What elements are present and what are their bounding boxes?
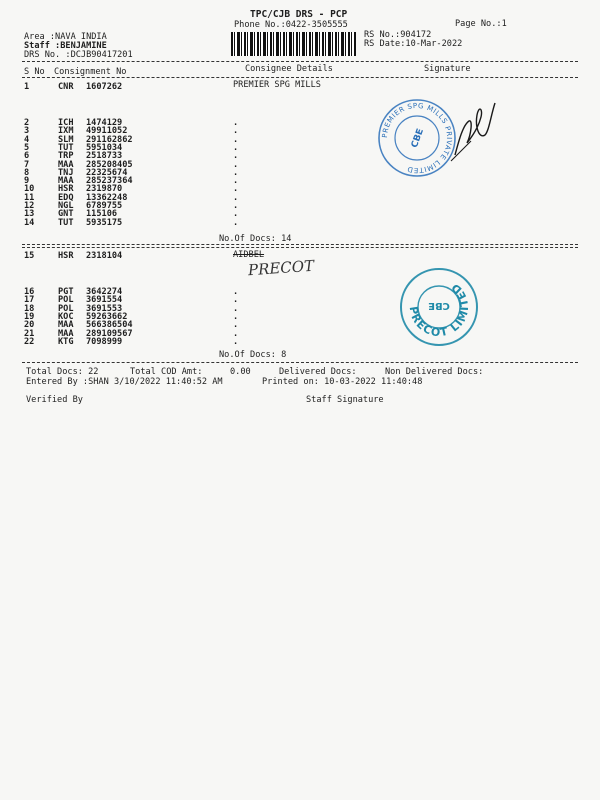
column-sno: S No	[24, 67, 45, 77]
row-sno: 14	[24, 217, 35, 228]
row-dot: .	[233, 320, 239, 331]
row-code: GNT	[58, 209, 74, 220]
row-sno: 9	[24, 176, 30, 187]
row-code: NGL	[58, 201, 74, 211]
phone-number: Phone No.:0422-3505555	[234, 20, 348, 30]
row-number: 13362248	[86, 192, 128, 203]
row-code: POL	[58, 295, 74, 306]
row-sno: 21	[24, 328, 35, 339]
column-consignee: Consignee Details	[245, 64, 333, 74]
barcode	[231, 32, 356, 56]
rs-number: RS No.:904172	[364, 30, 432, 40]
row-number: 49911052	[86, 126, 128, 137]
row-code: MAA	[58, 176, 74, 187]
row-code: POL	[58, 303, 74, 314]
row-dot: .	[233, 118, 239, 128]
divider	[22, 244, 578, 245]
row-sno: 13	[24, 209, 35, 220]
row-code: IXM	[58, 126, 74, 137]
column-consignment: Consignment No	[54, 67, 127, 77]
row-number: 566386504	[86, 320, 133, 331]
row-code: TNJ	[58, 167, 74, 178]
row-number: 2318104	[86, 251, 123, 261]
row-code: MAA	[58, 159, 74, 170]
row-number: 291162862	[86, 134, 133, 145]
staff-label: Staff :BENJAMINE	[24, 41, 107, 51]
row-number: 2319870	[86, 184, 123, 195]
drs-number: DRS No. :DCJB90417201	[24, 50, 133, 60]
non-delivered-docs: Non Delivered Docs:	[385, 367, 484, 377]
row-number: 289109567	[86, 328, 133, 339]
row-sno: 16	[24, 287, 35, 297]
row-number: 1607262	[86, 82, 123, 92]
rs-date: RS Date:10-Mar-2022	[364, 39, 463, 49]
row-code: CNR	[58, 82, 74, 92]
row-dot: .	[233, 151, 239, 162]
stamp-center-text: CBE	[409, 127, 426, 150]
stamp-ring-text: PREMIER SPG MILLS PRIVATE LIMITED	[380, 101, 454, 175]
no-of-docs: No.Of Docs: 8	[219, 350, 287, 360]
stamp-ring-text: PRECOT LIMITED	[406, 279, 472, 340]
row-dot: .	[233, 126, 239, 137]
row-sno: 11	[24, 192, 35, 203]
row-dot: .	[233, 201, 239, 211]
handwritten-consignee: PRECOT	[247, 256, 315, 280]
total-docs: Total Docs: 22	[26, 367, 99, 377]
row-code: TUT	[58, 142, 74, 153]
row-number: 2518733	[86, 151, 123, 162]
row-sno: 8	[24, 167, 30, 178]
row-dot: .	[233, 336, 239, 347]
divider	[22, 362, 578, 363]
row-code: KOC	[58, 311, 74, 322]
delivered-docs: Delivered Docs:	[279, 367, 357, 377]
row-number: 6789755	[86, 201, 123, 211]
consignee-name: AIDBEL	[233, 250, 265, 260]
printed-on: Printed on: 10-03-2022 11:40:48	[262, 377, 423, 387]
row-number: 22325674	[86, 167, 128, 178]
row-number: 3691554	[86, 295, 123, 306]
row-code: KTG	[58, 336, 74, 347]
row-number: 7098999	[86, 336, 123, 347]
row-sno: 17	[24, 295, 35, 306]
column-signature: Signature	[424, 64, 471, 74]
verified-by: Verified By	[26, 395, 83, 405]
row-number: 285237364	[86, 176, 133, 187]
row-sno: 2	[24, 118, 30, 128]
row-dot: .	[233, 159, 239, 170]
row-dot: .	[233, 167, 239, 178]
row-sno: 6	[24, 151, 30, 162]
row-code: TUT	[58, 217, 74, 228]
row-code: TRP	[58, 151, 74, 162]
row-code: SLM	[58, 134, 74, 145]
row-sno: 5	[24, 142, 30, 153]
divider	[22, 61, 578, 62]
row-number: 115106	[86, 209, 118, 220]
row-number: 1474129	[86, 118, 123, 128]
stamp-center-text: CBE	[428, 300, 450, 311]
page-number: Page No.:1	[455, 19, 507, 29]
staff-signature: Staff Signature	[306, 395, 384, 405]
signature-mark	[445, 95, 505, 170]
row-dot: .	[233, 176, 239, 187]
total-cod-value: 0.00	[230, 367, 251, 377]
row-dot: .	[233, 184, 239, 195]
row-dot: .	[233, 209, 239, 220]
row-dot: .	[233, 303, 239, 314]
row-dot: .	[233, 311, 239, 322]
row-sno: 1	[24, 82, 30, 92]
divider	[22, 247, 578, 248]
row-sno: 7	[24, 159, 30, 170]
row-sno: 3	[24, 126, 30, 137]
row-sno: 4	[24, 134, 30, 145]
precot-stamp	[398, 266, 480, 348]
row-code: ICH	[58, 118, 74, 128]
row-number: 3691553	[86, 303, 123, 314]
divider	[22, 77, 578, 78]
row-sno: 18	[24, 303, 35, 314]
total-cod-label: Total COD Amt:	[130, 367, 203, 377]
no-of-docs: No.Of Docs: 14	[219, 234, 292, 244]
row-number: 59263662	[86, 311, 128, 322]
row-code: HSR	[58, 251, 74, 261]
row-code: PGT	[58, 287, 74, 297]
row-dot: .	[233, 217, 239, 228]
row-sno: 19	[24, 311, 35, 322]
row-code: MAA	[58, 328, 74, 339]
row-sno: 12	[24, 201, 35, 211]
row-number: 3642274	[86, 287, 123, 297]
row-sno: 22	[24, 336, 35, 347]
row-sno: 10	[24, 184, 35, 195]
row-number: 5951034	[86, 142, 123, 153]
row-dot: .	[233, 192, 239, 203]
row-dot: .	[233, 142, 239, 153]
row-dot: .	[233, 295, 239, 306]
row-number: 5935175	[86, 217, 123, 228]
row-dot: .	[233, 328, 239, 339]
area-label: Area :NAVA INDIA	[24, 32, 107, 42]
row-dot: .	[233, 287, 239, 297]
row-code: EDQ	[58, 192, 74, 203]
row-sno: 20	[24, 320, 35, 331]
row-number: 285208405	[86, 159, 133, 170]
entered-by: Entered By :SHAN 3/10/2022 11:40:52 AM	[26, 377, 223, 387]
document-title: TPC/CJB DRS - PCP	[250, 9, 348, 20]
row-sno: 15	[24, 251, 35, 261]
row-dot: .	[233, 134, 239, 145]
consignee-name: PREMIER SPG MILLS	[233, 80, 321, 90]
row-code: MAA	[58, 320, 74, 331]
row-code: HSR	[58, 184, 74, 195]
